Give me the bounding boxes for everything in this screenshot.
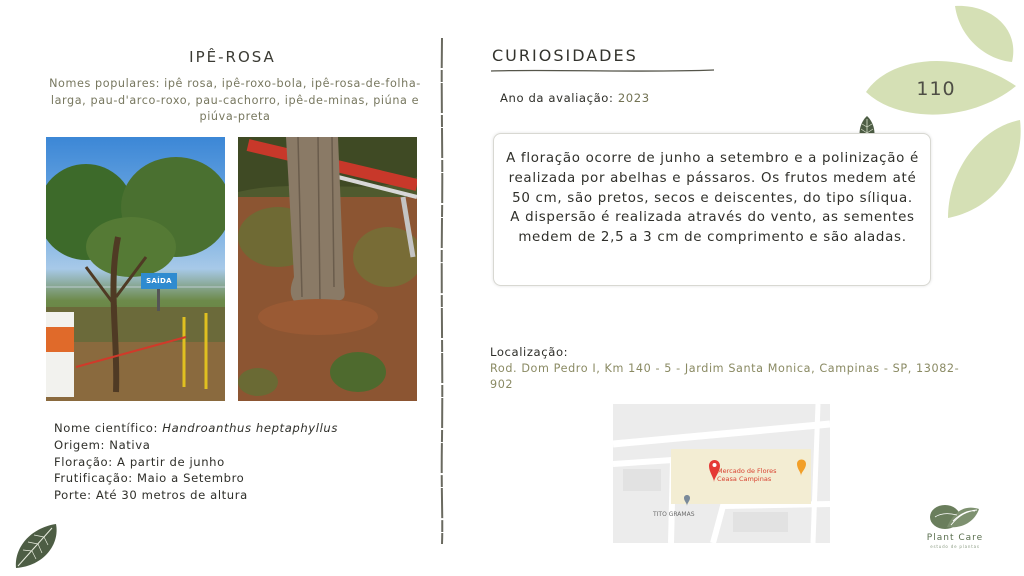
curiosity-text: A floração ocorre de junho a setembro e a polinização é realizada por abelhas e pássaros. Os frutos medem até 50 cm, são pretos, secos e deiscentes, do tipo síliqua. A dispersão é realizada através do vento, as sementes medem de 2,5 a 3 cm de comprimento e são aladas. xyxy=(506,151,919,246)
section-title: CURIOSIDADES xyxy=(492,46,638,65)
map-place-line2: Ceasa Campinas xyxy=(717,475,772,483)
flowering: Floração: A partir de junho xyxy=(54,454,225,469)
page-number: 110 xyxy=(916,78,956,100)
location-address: Rod. Dom Pedro I, Km 140 - 5 - Jardim Santa Monica, Campinas - SP, 13082-902 xyxy=(490,362,960,391)
size: Porte: Até 30 metros de altura xyxy=(54,488,248,503)
evaluation-year-label: Ano da avaliação: xyxy=(500,91,614,105)
brand-name: Plant Care xyxy=(926,533,984,543)
tree-photo xyxy=(46,137,225,401)
scientific-name-label: Nome científico: xyxy=(54,421,158,435)
brand-logo-icon xyxy=(929,503,981,533)
scientific-name-row xyxy=(54,420,338,437)
popular-names: Nomes populares: ipê rosa, ipê-roxo-bola, ipê-rosa-de-folha-larga, pau-d'arco-roxo, pau-cachorro, ipê-de-minas, piúna e piúva-preta xyxy=(49,77,421,123)
map-secondary-place[interactable]: TITO GRAMAS xyxy=(653,511,695,518)
column-divider xyxy=(438,38,446,544)
fruiting: Frutificação: Maio a Setembro xyxy=(54,471,245,486)
species-title: IPÊ-ROSA xyxy=(189,48,276,66)
scientific-name: Handroanthus heptaphyllus xyxy=(162,421,338,435)
origin: Origem: Nativa xyxy=(54,437,151,452)
title-underline xyxy=(490,68,715,74)
evaluation-year xyxy=(500,91,650,105)
map-place-name[interactable] xyxy=(717,467,777,483)
location-label: Localização: xyxy=(490,345,569,359)
evaluation-year-value: 2023 xyxy=(617,91,650,105)
trunk-photo xyxy=(238,137,417,401)
brand-tagline: estudo de plantas xyxy=(930,544,980,549)
exit-sign-label: SAÍDA xyxy=(146,277,172,285)
leaf-icon xyxy=(10,522,60,570)
map-place-line1: Mercado de Flores xyxy=(717,467,777,475)
species-info xyxy=(54,420,338,504)
location-map[interactable] xyxy=(613,404,830,543)
